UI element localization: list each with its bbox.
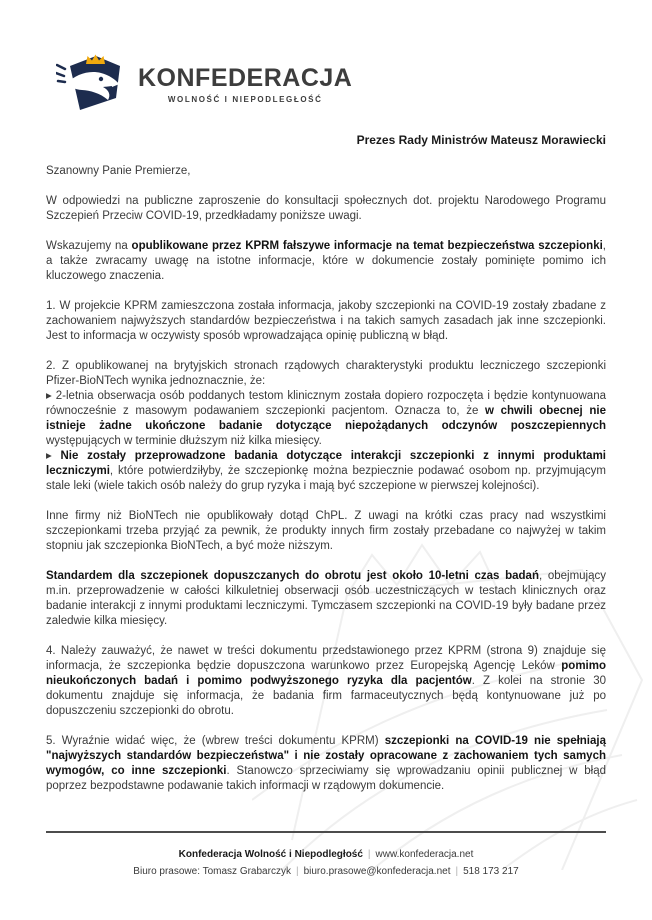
claim-paragraph: Wskazujemy na opublikowane przez KPRM fałszywe informacje na temat bezpieczeństwa szczepionki, a także zwracamy uwagę na istotne informacje, które w dokumencie zostały pominięte pomimo ich kluczowego znaczenia.: [46, 240, 606, 282]
brand-name: KONFEDERACJA: [138, 64, 353, 92]
point-2-bullet-1: ▸ 2-letnia obserwacja osób poddanych testom klinicznym została dopiero rozpoczęta i będzie kontynuowana równocześnie z masowym podawaniem szczepionki pacjentom. Oznacza to, że w chwili obecnej nie istnieje żadne ukończone badanie dotyczące niepożądanych odczynów poszczepiennych występujących w terminie dłuższym niż kilka miesięcy.: [46, 390, 606, 447]
footer-line-1: [46, 846, 606, 863]
footer-email: biuro.prasowe@konfederacja.net: [303, 866, 451, 877]
point-5: 5. Wyraźnie widać więc, że (wbrew treści dokumentu KPRM) szczepionki na COVID-19 nie spełniają "najwyższych standardów bezpieczeństwa" i nie zostały opracowane z zachowaniem tych samych wymogów, co inne szczepionki. Stanowczo sprzeciwiamy się wprowadzaniu opinii publicznej w błąd poprzez bezpodstawne podawanie takich informacji w rządowym dokumencie.: [46, 735, 607, 792]
footer-separator: |: [455, 866, 459, 877]
brand-tagline: WOLNOŚĆ I NIEPODLEGŁOŚĆ: [167, 95, 323, 104]
other-firms-paragraph: Inne firmy niż BioNTech nie opublikowały dotąd ChPL. Z uwagi na krótki czas pracy nad wszystkimi szczepionkami trzeba przyjąć za pewnik, że produkty innych firm zostały przebadane co najwyżej w takim stopniu jak szczepionka BioNTech, a być może niższym.: [46, 510, 606, 552]
letterhead: [56, 54, 352, 112]
point-4: 4. Należy zauważyć, że nawet w treści dokumentu przedstawionego przez KPRM (strona 9) znajduje się informacja, że szczepionka będzie dopuszczona warunkowo przez Europejską Agencję Leków pomimo nieukończonych badań i pomimo podwyższonego ryzyka dla pacjentów. Z kolei na stronie 30 dokumentu znajduje się informacja, że badania firm farmaceutycznych będą kontynuowane już po dopuszczeniu szczepionki do obrotu.: [46, 645, 607, 717]
footer-separator: |: [367, 849, 371, 860]
footer-separator: |: [295, 866, 299, 877]
letter-body: [46, 164, 606, 794]
point-1: 1. W projekcie KPRM zamieszczona została informacja, jakoby szczepionki na COVID-19 zostały zbadane z zachowaniem najwyższych standardów bezpieczeństwa i na takich samych zasadach jak inne szczepionki. Jest to informacja w oczywisty sposób wprowadzająca opinię publiczną w błąd.: [46, 300, 606, 342]
recipient-line: Prezes Rady Ministrów Mateusz Morawiecki: [356, 133, 606, 147]
footer-press-office: Biuro prasowe: Tomasz Grabarczyk: [133, 866, 291, 877]
eagle-emblem-icon: [56, 54, 128, 112]
brand-wordmark: [138, 54, 352, 104]
footer-website: www.konfederacja.net: [375, 849, 474, 860]
salutation: Szanowny Panie Premierze,: [46, 165, 191, 177]
point-2: 2. Z opublikowanej na brytyjskich stronach rządowych charakterystyki produktu leczniczego szczepionki Pfizer-BioNTech wynika jednoznacznie, że:: [46, 360, 606, 387]
footer-org-name: Konfederacja Wolność i Niepodległość: [178, 849, 363, 860]
footer-divider: [46, 831, 606, 833]
intro-paragraph: W odpowiedzi na publiczne zaproszenie do konsultacji społecznych dot. projektu Narodowego Programu Szczepień Przeciw COVID-19, przedkładamy poniższe uwagi.: [46, 195, 606, 222]
standard-paragraph: Standardem dla szczepionek dopuszczanych do obrotu jest około 10-letni czas badań, obejmujący m.in. przeprowadzenie w całości kilkuletniej obserwacji osób uczestniczących w testach klinicznych oraz badanie interakcji z innymi produktami leczniczymi. Tymczasem szczepionki na COVID-19 były badane przez zaledwie kilka miesięcy.: [46, 570, 607, 627]
footer-phone: 518 173 217: [463, 866, 519, 877]
footer-line-2: [46, 863, 606, 880]
letter-footer: [46, 831, 606, 880]
point-2-bullet-2: ▸ Nie zostały przeprowadzone badania dotyczące interakcji szczepionki z innymi produktami leczniczymi, które potwierdziłyby, że szczepionkę można bezpiecznie podawać osobom np. przyjmującym stale leki (wiele takich osób należy do grup ryzyka i mają być szczepione w pierwszej kolejności).: [46, 450, 607, 492]
